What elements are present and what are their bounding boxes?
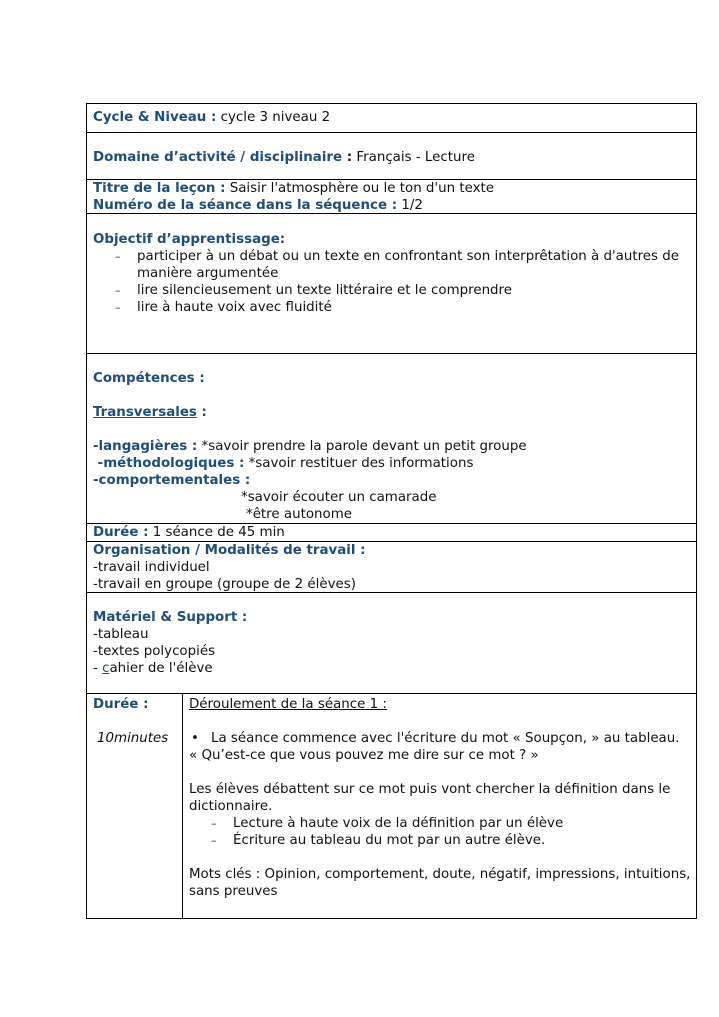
methodo-label: -méthodologiques :	[93, 456, 245, 471]
titre-row	[86, 180, 697, 214]
lesson-plan-table	[86, 103, 697, 919]
domaine-colon: :	[342, 150, 353, 165]
materiel-item: -textes polycopiés	[93, 644, 216, 659]
transversales-colon: :	[196, 405, 207, 420]
materiel-letter: c	[102, 661, 110, 676]
deroulement-duree-label: Durée :	[93, 697, 149, 712]
organisation-row	[86, 542, 697, 593]
list-item: – Écriture au tableau du mot par un autre élève.	[189, 832, 691, 849]
numero-value: 1/2	[397, 198, 423, 213]
deroulement-question: « Qu’est-ce que vous pouvez me dire sur ce mot ? »	[189, 748, 539, 763]
deroulement-keywords: Mots clés : Opinion, comportement, doute, négatif, impressions, intuitions, sans preuves	[189, 867, 691, 899]
numero-label: Numéro de la séance dans la séquence :	[93, 198, 398, 213]
list-item: – lire à haute voix avec fluidité	[93, 299, 691, 316]
list-item: • La séance commence avec l'écriture du mot « Soupçon, » au tableau.	[189, 730, 691, 747]
list-item: – lire silencieusement un texte littéraire et le comprendre	[93, 282, 691, 299]
deroulement-title: Déroulement de la séance 1 :	[189, 697, 387, 712]
domaine-row	[86, 133, 697, 180]
duree-label: Durée :	[93, 525, 149, 540]
cycle-value: cycle 3 niveau 2	[216, 110, 331, 125]
langagieres-value: *savoir prendre la parole devant un petit groupe	[197, 439, 527, 454]
organisation-label: Organisation / Modalités de travail :	[93, 543, 366, 558]
deroulement-bullets	[189, 730, 691, 747]
titre-value: Saisir l'atmosphère ou le ton d'un texte	[225, 181, 495, 196]
organisation-item: -travail en groupe (groupe de 2 élèves)	[93, 577, 356, 592]
materiel-row	[86, 593, 697, 694]
deroulement-content-col	[183, 694, 696, 918]
list-item: – participer à un débat ou un texte en confrontant son interprêtation à d'autres de manière argumentée	[93, 248, 691, 282]
deroulement-duree-col	[87, 694, 183, 918]
domaine-value: Français - Lecture	[352, 150, 475, 165]
materiel-label: Matériel & Support :	[93, 610, 248, 625]
cycle-label: Cycle & Niveau :	[93, 110, 217, 125]
objectif-label: Objectif d’apprentissage:	[93, 232, 286, 247]
deroulement-paragraph: Les élèves débattent sur ce mot puis vont chercher la définition dans le dictionnaire.	[189, 782, 671, 814]
objectif-row	[86, 214, 697, 354]
deroulement-steps	[189, 815, 691, 849]
deroulement-duree-value: 10minutes	[97, 731, 169, 746]
duree-row	[86, 524, 697, 542]
materiel-item-cahier	[93, 660, 691, 677]
competences-label: Compétences :	[93, 371, 205, 386]
domaine-label: Domaine d’activité / disciplinaire	[93, 150, 343, 165]
comport-label: -comportementales :	[93, 473, 251, 488]
materiel-item: -tableau	[93, 627, 149, 642]
methodo-value: *savoir restituer des informations	[244, 456, 474, 471]
transversales-label: Transversales	[93, 405, 197, 420]
titre-label: Titre de la leçon :	[93, 181, 226, 196]
organisation-item: -travail individuel	[93, 560, 210, 575]
duree-value: 1 séance de 45 min	[148, 525, 285, 540]
list-item: – Lecture à haute voix de la définition par un élève	[189, 815, 691, 832]
objectif-list	[93, 248, 691, 316]
deroulement-row	[86, 694, 697, 919]
competences-row	[86, 354, 697, 524]
comport-line-1: *savoir écouter un camarade	[241, 490, 437, 505]
langagieres-label: -langagières :	[93, 439, 198, 454]
materiel-rest: ahier de l'élève	[109, 661, 213, 676]
cycle-row	[86, 103, 697, 133]
comport-line-2: *être autonome	[246, 507, 352, 522]
materiel-prefix: -	[93, 661, 103, 676]
